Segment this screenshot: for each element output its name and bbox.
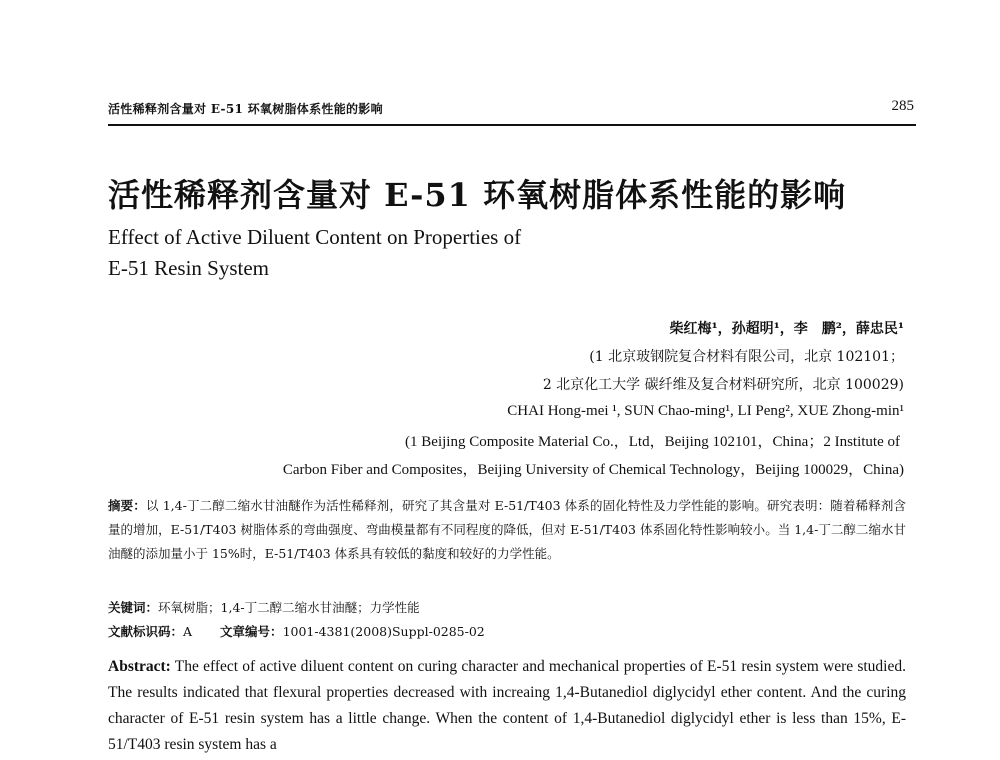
title-chinese: 活性稀释剂含量对 E-51 环氧树脂体系性能的影响 <box>108 176 847 214</box>
article-number-value: 1001-4381(2008)Suppl-0285-02 <box>282 624 485 639</box>
abstract-chinese-label: 摘要： <box>108 498 146 513</box>
doc-code-label: 文献标识码： <box>108 624 184 639</box>
authors-chinese: 柴红梅¹，孙超明¹，李 鹏²，薛忠民¹ <box>669 321 904 337</box>
affiliation-chinese-line-2: 2 北京化工大学 碳纤维及复合材料研究所，北京 100029) <box>542 377 904 393</box>
title-english-line-1: Effect of Active Diluent Content on Properties of <box>108 225 522 249</box>
document-info <box>108 622 485 640</box>
abstract-english-label: Abstract: <box>108 658 171 675</box>
doc-code-value: A <box>183 624 193 639</box>
article-number-label: 文章编号： <box>220 624 283 639</box>
abstract-chinese <box>108 494 906 566</box>
running-header <box>108 98 916 126</box>
affiliation-english-line-1: (1 Beijing Composite Material Co.，Ltd，Beijing 102101，China；2 Institute of <box>405 434 900 450</box>
affiliation-chinese-line-1: (1 北京玻钢院复合材料有限公司，北京 102101； <box>589 349 904 365</box>
abstract-english-text: The effect of active diluent content on curing character and mechanical properties of E-51 resin system were studied. The results indicated that flexural properties decreased with increaing 1,4-Butanediol diglycidyl ether content. And the curing character of E-51 resin system has a little change. When the content of 1,4-Butanediol diglycidyl ether is less than 15%, E-51/T403 resin system has a <box>108 658 906 753</box>
running-title: 活性稀释剂含量对 E-51 环氧树脂体系性能的影响 <box>108 102 383 116</box>
page-number: 285 <box>891 98 914 114</box>
title-english <box>108 222 521 284</box>
keywords-chinese <box>108 598 420 616</box>
abstract-chinese-text: 以 1,4-丁二醇二缩水甘油醚作为活性稀释剂，研究了其含量对 E-51/T403 体系的固化特性及力学性能的影响。研究表明：随着稀释剂含量的增加，E-51/T403 树脂体系的弯曲强度、弯曲模量都有不同程度的降低，但对 E-51/T403 体系固化特性影响较小。当 1,4-丁二醇二缩水甘油醚的添加量小于 15%时，E-51/T403 体系具有较低的黏度和较好的力学性能。 <box>108 498 906 561</box>
affiliation-english-line-2: Carbon Fiber and Composites，Beijing University of Chemical Technology，Beijing 100029，China) <box>282 462 904 478</box>
title-english-line-2: E-51 Resin System <box>108 256 269 280</box>
authors-english: CHAI Hong-mei ¹, SUN Chao-ming¹, LI Peng², XUE Zhong-min¹ <box>507 403 904 419</box>
abstract-english <box>108 654 906 758</box>
keywords-text: 环氧树脂；1,4-丁二醇二缩水甘油醚；力学性能 <box>158 600 420 615</box>
keywords-label: 关键词： <box>108 600 159 615</box>
